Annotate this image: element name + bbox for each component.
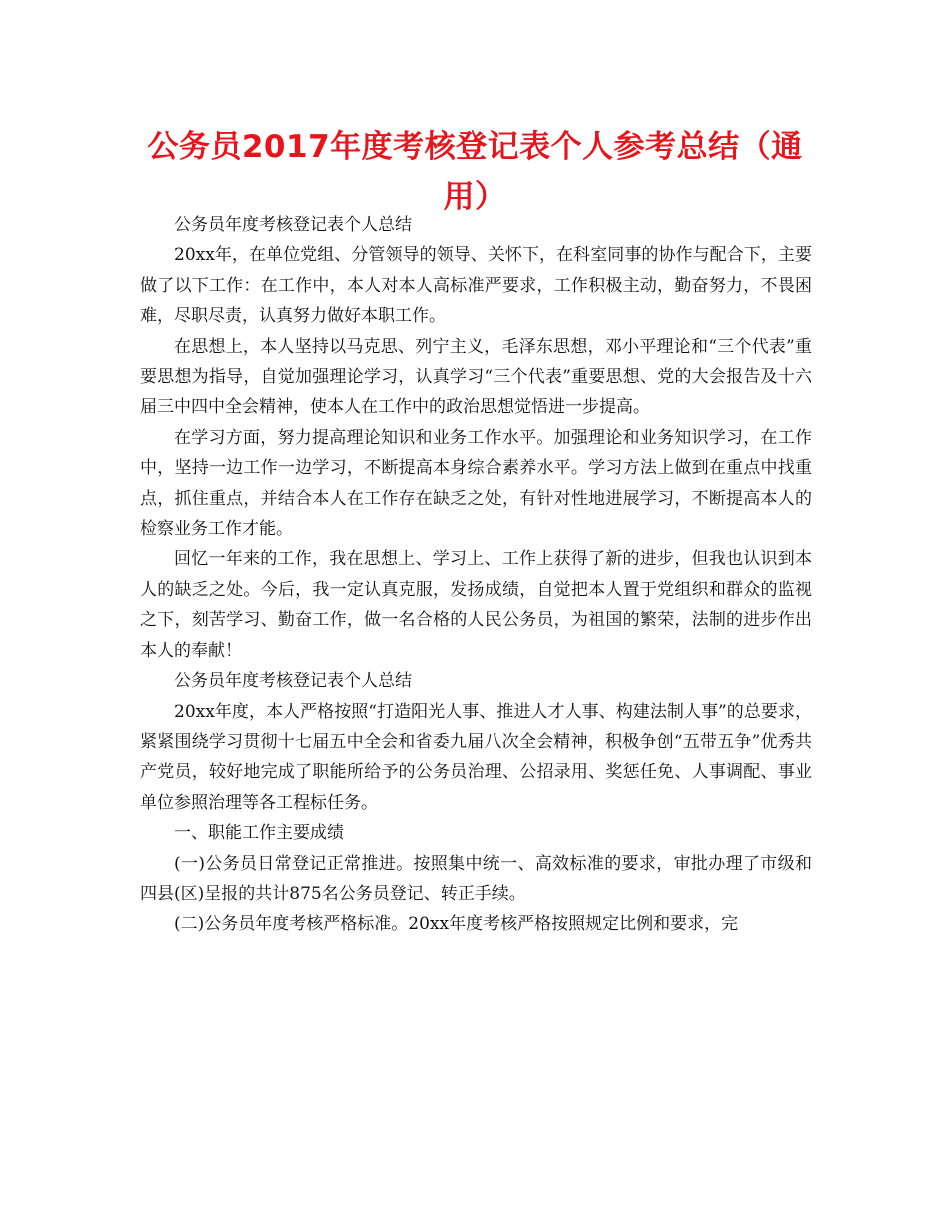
- paragraph: 在思想上，本人坚持以马克思、列宁主义，毛泽东思想，邓小平理论和“三个代表”重要思想为指导，自觉加强理论学习，认真学习“三个代表”重要思想、党的大会报告及十六届三中四中全会精神，使本人在工作中的政治思想觉悟进一步提高。: [140, 336, 812, 418]
- document-title: 公务员2017年度考核登记表个人参考总结（通用）: [147, 129, 803, 215]
- paragraph: 在学习方面，努力提高理论知识和业务工作水平。加强理论和业务知识学习，在工作中，坚持一边工作一边学习，不断提高本身综合素养水平。学习方法上做到在重点中找重点，抓住重点，并结合本人在工作存在缺乏之处，有针对性地进展学习，不断提高本人的检察业务工作才能。: [140, 427, 812, 540]
- paragraph: 公务员年度考核登记表个人总结: [174, 215, 412, 235]
- document-body: [140, 210, 812, 940]
- paragraph: 20xx年，在单位党组、分管领导的领导、关怀下，在科室同事的协作与配合下，主要做了以下工作：在工作中，本人对本人高标准严要求，工作积极主动，勤奋努力，不畏困难，尽职尽责，认真努力做好本职工作。: [140, 245, 812, 327]
- paragraph: (二)公务员年度考核严格标准。20xx年度考核严格按照规定比例和要求，完: [174, 914, 739, 935]
- paragraph: 一、职能工作主要成绩: [174, 823, 344, 844]
- paragraph: 20xx年度，本人严格按照“打造阳光人事、推进人才人事、构建法制人事”的总要求，紧紧围绕学习贯彻十七届五中全会和省委九届八次全会精神，积极争创“五带五争”优秀共产党员，较好地完成了职能所给予的公务员治理、公招录用、奖惩任免、人事调配、事业单位参照治理等各工程标任务。: [140, 701, 812, 813]
- paragraph: 回忆一年来的工作，我在思想上、学习上、工作上获得了新的进步，但我也认识到本人的缺乏之处。今后，我一定认真克服，发扬成绩，自觉把本人置于党组织和群众的监视之下，刻苦学习、勤奋工作，做一名合格的人民公务员，为祖国的繁荣，法制的进步作出本人的奉献！: [140, 549, 812, 661]
- paragraph: 公务员年度考核登记表个人总结: [174, 671, 412, 692]
- paragraph: (一)公务员日常登记正常推进。按照集中统一、高效标准的要求，审批办理了市级和四县(区)呈报的共计875名公务员登记、转正手续。: [140, 853, 812, 904]
